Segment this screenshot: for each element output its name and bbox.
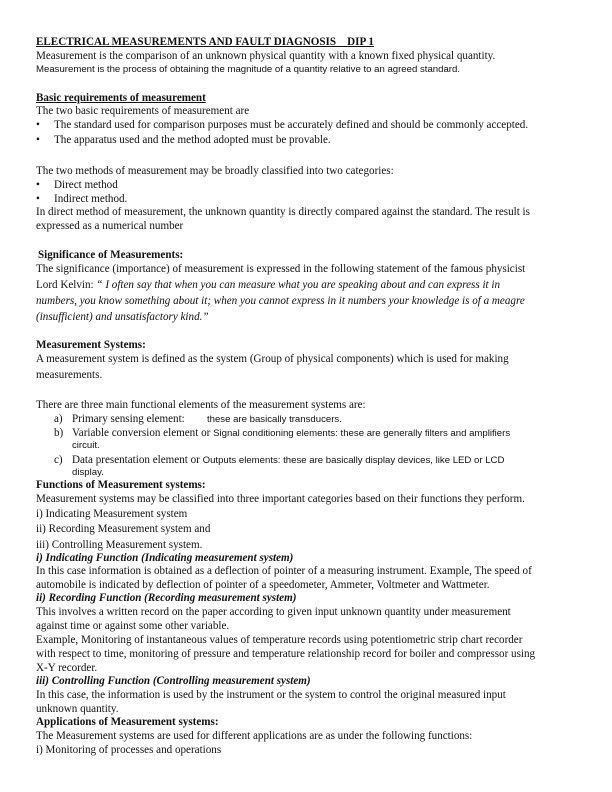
systems-heading: Measurement Systems: [36, 339, 146, 351]
element-item-c-cont: display. [72, 467, 104, 478]
controlling-line-2: unknown quantity. [36, 703, 119, 715]
functions-list-item: iii) Controlling Measurement system. [36, 539, 203, 551]
bullet-icon: • [36, 134, 40, 146]
indicating-heading: i) Indicating Function (Indicating measurement system) [36, 552, 294, 564]
functions-lead: Measurement systems may be classified into three important categories based on their functions they perform. [36, 493, 525, 505]
controlling-heading: iii) Controlling Function (Controlling measurement system) [36, 675, 311, 687]
recording-line-3: Example, Monitoring of instantaneous values of temperature records using potentiometric strip chart recorder [36, 634, 523, 646]
kelvin-quote: “ I often say that when you can measure what you are speaking about and can express it in [96, 279, 501, 291]
element-item-b-cont: circuit. [72, 440, 100, 451]
significance-line-1: The significance (importance) of measurement is expressed in the following statement of the famous physicist [36, 263, 526, 275]
recording-heading: ii) Recording Function (Recording measurement system) [36, 592, 297, 604]
systems-line-2: measurements. [36, 369, 103, 381]
significance-line-3: numbers, you know something about it; when you cannot express in it numbers your knowledge is of a meagre [36, 295, 525, 307]
indicating-line-2: automobile is indicated by deflection of pointer of a speedometer, Ammeter, Voltmeter and Wattmeter. [36, 579, 490, 591]
functions-heading: Functions of Measurement systems: [36, 479, 206, 491]
basic-requirements-lead: The two basic requirements of measurement are [36, 105, 250, 117]
significance-heading: Significance of Measurements: [38, 249, 184, 261]
methods-para-line-2: expressed as a numerical number [36, 220, 184, 232]
indicating-line-1: In this case information is obtained as a deflection of pointer of a measuring instrument. Example, The speed of [36, 565, 532, 577]
functions-list-item: ii) Recording Measurement system and [36, 523, 211, 535]
bullet-icon: • [36, 193, 40, 205]
document-title [36, 36, 374, 49]
methods-lead: The two methods of measurement may be broadly classified into two categories: [36, 165, 394, 177]
recording-line-2: against time or against some other variable. [36, 620, 230, 632]
significance-line-2: Lord Kelvin: “ I often say that when you can measure what you are speaking about and can express it in [36, 279, 501, 291]
recording-line-5: X-Y recorder. [36, 662, 98, 674]
course-code: DIP 1 [347, 36, 374, 48]
title-text: ELECTRICAL MEASUREMENTS AND FAULT DIAGNOSIS [36, 36, 337, 48]
methods-para-line-1: In direct method of measurement, the unknown quantity is directly compared against the standard. The result is [36, 206, 530, 218]
applications-item: i) Monitoring of processes and operations [36, 744, 222, 756]
bullet-icon: • [36, 179, 40, 191]
controlling-line-1: In this case, the information is used by the instrument or the system to control the original measured input [36, 689, 506, 701]
recording-line-1: This involves a written record on the paper according to given input unknown quantity under measurement [36, 606, 511, 618]
applications-lead: The Measurement systems are used for different applications are as under the following functions: [36, 730, 473, 742]
elements-lead: There are three main functional elements of the measurement systems are: [36, 399, 366, 411]
functions-list-item: i) Indicating Measurement system [36, 508, 188, 520]
intro-line-1: Measurement is the comparison of an unknown physical quantity with a known fixed physical quantity. [36, 50, 496, 62]
systems-line-1: A measurement system is defined as the system (Group of physical components) which is used for making [36, 353, 509, 365]
basic-requirements-heading: Basic requirements of measurement [36, 92, 206, 104]
applications-heading: Applications of Measurement systems: [36, 716, 219, 728]
significance-line-4: (insufficient) and unsatisfactory kind.” [36, 311, 209, 323]
bullet-icon: • [36, 119, 40, 131]
recording-line-4: with respect to time, monitoring of pressure and temperature relationship record for boiler and compressor using [36, 648, 536, 660]
intro-line-2: Measurement is the process of obtaining the magnitude of a quantity relative to an agreed standard. [36, 64, 460, 75]
